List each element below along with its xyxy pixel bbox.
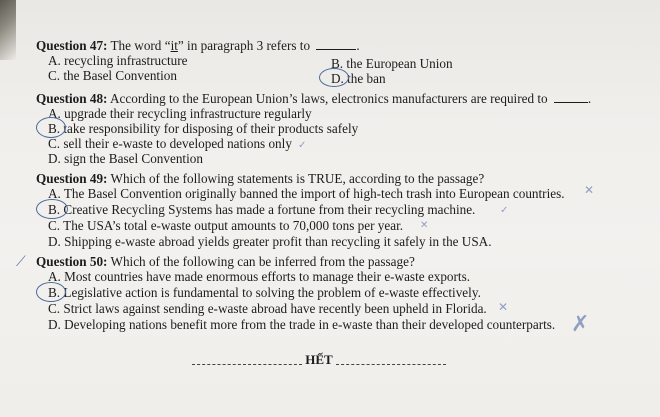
option-49-d: D. Shipping e-waste abroad yields greater profit than recycling it safely in the USA. [48,234,492,249]
option-49-c: C. The USA’s total e-waste output amounts to 70,000 tons per year. [48,218,404,233]
question-48 [36,91,591,106]
option-47-c: C. the Basel Convention [48,68,177,83]
cross-mark-icon: ✕ [584,183,595,197]
option-49-a: A. The Basel Convention originally banned the import of high-tech trash into European countries. [48,186,565,201]
answer-circle-47 [319,68,349,87]
question-47-end: . [356,38,360,53]
option-48-b: B. take responsibility for disposing of their products safely [48,121,359,136]
option-48-c: C. sell their e-waste to developed nations only [48,136,292,151]
divider [192,358,302,365]
cross-mark-icon: ✕ [420,220,429,231]
end-marker [192,352,446,368]
option-47-d: D. the ban [331,71,386,86]
question-47-label: Question 47: [36,38,108,53]
option-48-d: D. sign the Basel Convention [48,151,203,166]
option-47-a: A. recycling infrastructure [48,53,188,68]
question-50-label: Question 50: [36,254,108,269]
divider [336,358,446,365]
question-47-text-pre: The word “ [110,38,171,53]
question-49 [36,171,484,186]
question-47-text-post: ” in paragraph 3 refers to [177,38,311,53]
question-48-label: Question 48: [36,91,108,106]
option-50-a: A. Most countries have made enormous efforts to manage their e-waste exports. [48,269,470,284]
answer-circle-50 [36,282,66,302]
check-mark-icon: ✓ [298,140,307,151]
option-50-d: D. Developing nations benefit more from the trade in e-waste than their developed counterparts. [48,317,556,332]
question-48-text: According to the European Union’s laws, electronics manufacturers are required to [110,91,548,106]
question-50-text: Which of the following can be inferred from the passage? [110,254,415,269]
option-49-b: B. Creative Recycling Systems has made a fortune from their recycling machine. [48,202,476,217]
check-mark-icon: ✓ [500,205,509,216]
question-47 [36,38,360,53]
question-48-end: . [587,91,592,106]
end-label: HẾT [305,352,333,367]
question-49-label: Question 49: [36,171,108,186]
option-48-a: A. upgrade their recycling infrastructure regularly [48,106,312,121]
cross-mark-icon: ✕ [498,300,509,314]
option-50-c: C. Strict laws against sending e-waste abroad have recently been upheld in Florida. [48,301,487,316]
answer-blank [554,92,588,103]
answer-blank [316,39,356,50]
question-47-word: it [170,38,178,53]
big-cross-mark-icon: ✗ [571,312,590,337]
option-47-b: B. the European Union [331,56,453,71]
question-49-text: Which of the following statements is TRUE, according to the passage? [110,171,485,186]
option-50-b: B. Legislative action is fundamental to solving the problem of e-waste effectively. [48,285,481,300]
question-50 [36,254,415,269]
answer-circle-48 [36,117,66,138]
pen-stroke: ⟋ [16,254,26,270]
answer-circle-49 [36,199,68,219]
